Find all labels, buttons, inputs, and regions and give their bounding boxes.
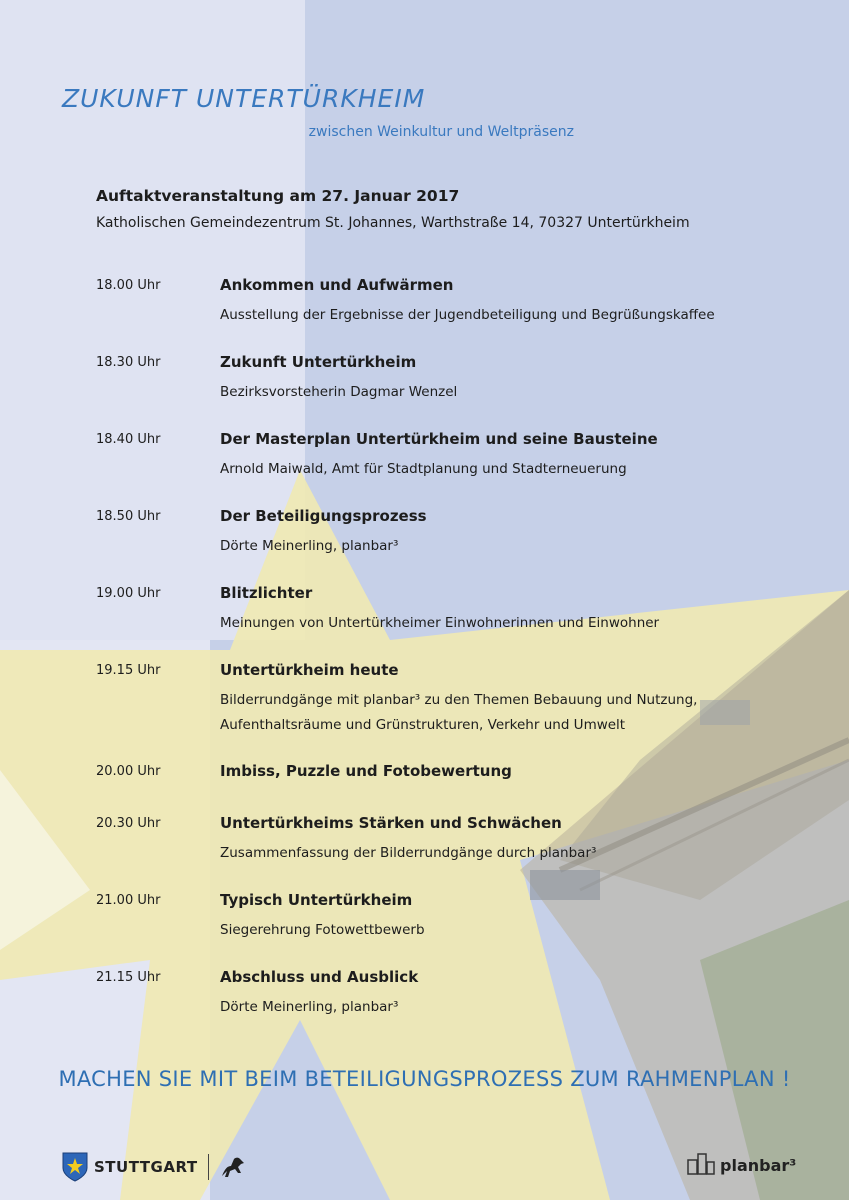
program-desc-line2: Aufenthaltsräume und Grünstrukturen, Verkehr und Umwelt <box>220 717 626 733</box>
program-desc: Ausstellung der Ergebnisse der Jugendbeteiligung und Begrüßungskaffee <box>220 307 715 323</box>
planbar-wordmark: planbar³ <box>720 1155 797 1175</box>
program-desc: Siegerehrung Fotowettbewerb <box>220 922 425 938</box>
program-time: 18.30 Uhr <box>96 355 161 370</box>
stuttgart-logo <box>62 1152 247 1182</box>
program-time: 21.00 Uhr <box>96 893 161 908</box>
program-time: 19.15 Uhr <box>96 663 161 678</box>
program-title: Imbiss, Puzzle und Fotobewertung <box>220 762 512 780</box>
page-title: ZUKUNFT UNTERTÜRKHEIM <box>62 84 426 113</box>
event-title: Auftaktveranstaltung am 27. Januar 2017 <box>96 187 460 205</box>
program-desc: Zusammenfassung der Bilderrundgänge durch planbar³ <box>220 845 597 861</box>
logo-divider <box>208 1154 209 1180</box>
program-title: Blitzlichter <box>220 584 313 602</box>
program-time: 20.00 Uhr <box>96 764 161 779</box>
program-title: Der Masterplan Untertürkheim und seine Bausteine <box>220 430 658 448</box>
call-to-action: MACHEN SIE MIT BEIM BETEILIGUNGSPROZESS ZUM RAHMENPLAN ! <box>58 1067 791 1091</box>
program-desc: Meinungen von Untertürkheimer Einwohnerinnen und Einwohner <box>220 615 660 631</box>
program-title: Untertürkheims Stärken und Schwächen <box>220 814 562 832</box>
planbar-logo <box>686 1152 796 1178</box>
program-title: Zukunft Untertürkheim <box>220 353 417 371</box>
page-subtitle: zwischen Weinkultur und Weltpräsenz <box>308 124 574 140</box>
program-title: Der Beteiligungsprozess <box>220 507 427 525</box>
stuttgart-wordmark: STUTTGART <box>94 1158 198 1176</box>
program-title: Untertürkheim heute <box>220 661 399 679</box>
program-title: Ankommen und Aufwärmen <box>220 276 454 294</box>
program-time: 20.30 Uhr <box>96 816 161 831</box>
program-title: Abschluss und Ausblick <box>220 968 419 986</box>
program-time: 18.40 Uhr <box>96 432 161 447</box>
program-desc: Bilderrundgänge mit planbar³ zu den Themen Bebauung und Nutzung, <box>220 692 698 708</box>
shield-icon <box>62 1152 88 1182</box>
program-time: 18.00 Uhr <box>96 278 161 293</box>
program-time: 19.00 Uhr <box>96 586 161 601</box>
program-desc: Dörte Meinerling, planbar³ <box>220 999 399 1015</box>
program-title: Typisch Untertürkheim <box>220 891 413 909</box>
planbar-mark-icon <box>686 1152 716 1178</box>
program-desc: Dörte Meinerling, planbar³ <box>220 538 399 554</box>
event-venue: Katholischen Gemeindezentrum St. Johannes, Warthstraße 14, 70327 Untertürkheim <box>96 215 690 231</box>
horse-icon <box>219 1154 247 1180</box>
program-time: 21.15 Uhr <box>96 970 161 985</box>
program-desc: Arnold Maiwald, Amt für Stadtplanung und Stadterneuerung <box>220 461 627 477</box>
program-time: 18.50 Uhr <box>96 509 161 524</box>
program-desc: Bezirksvorsteherin Dagmar Wenzel <box>220 384 458 400</box>
